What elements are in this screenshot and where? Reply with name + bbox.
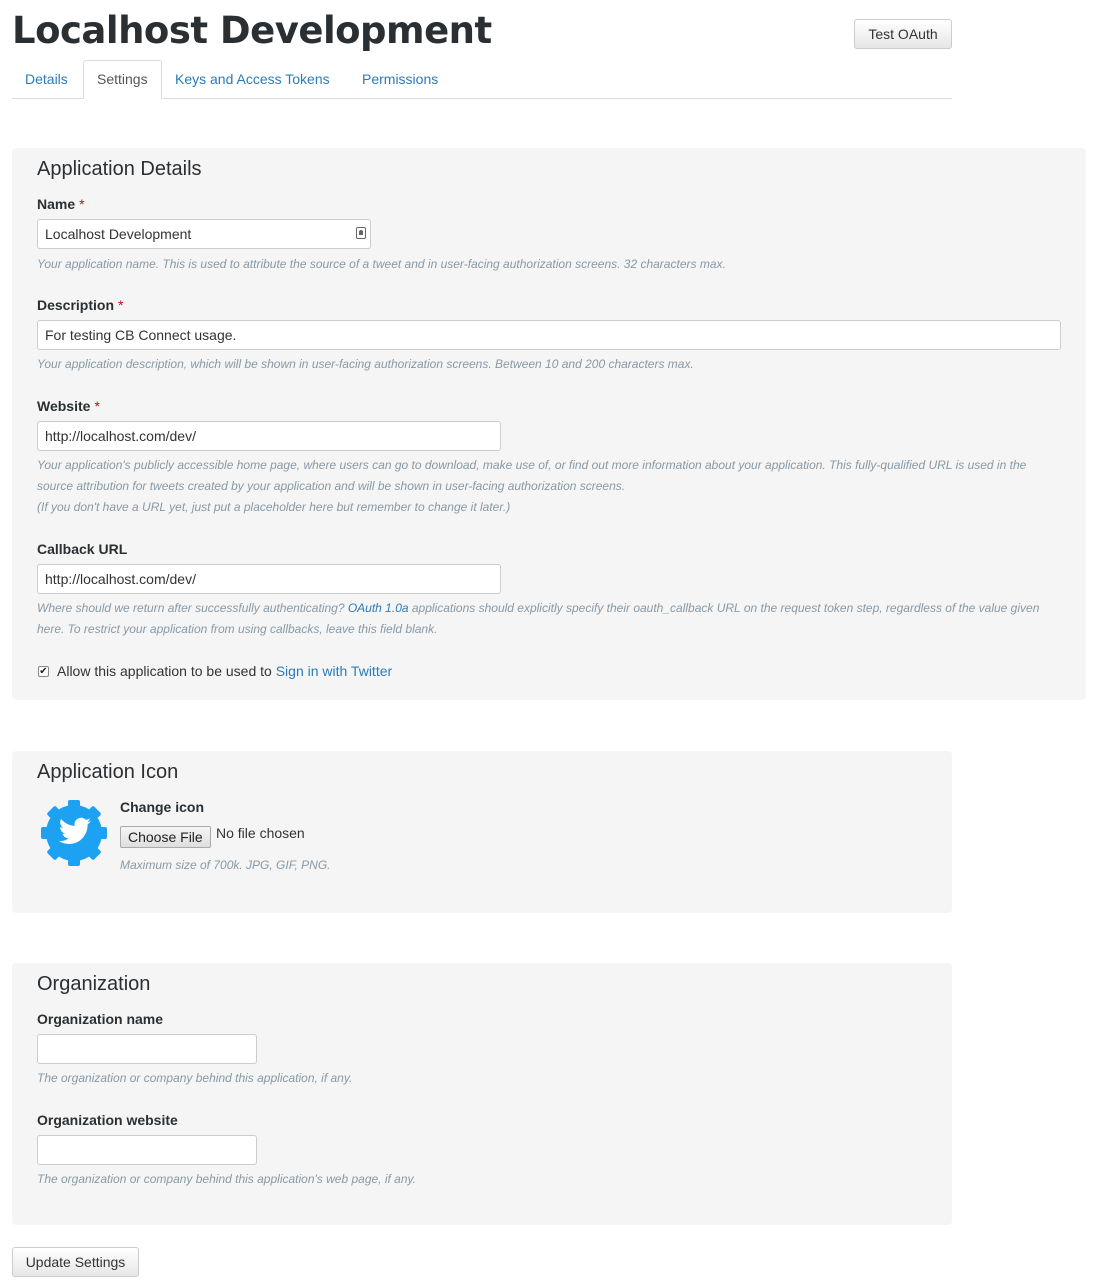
organization-heading: Organization <box>37 973 151 995</box>
organization-name-input[interactable] <box>37 1034 257 1064</box>
website-help-line3: (If you don't have a URL yet, just put a placeholder here but remember to change it later.) <box>37 500 511 514</box>
application-details-heading: Application Details <box>37 158 202 180</box>
required-marker: * <box>118 297 124 313</box>
name-help: Your application name. This is used to attribute the source of a tweet and in user-facing authorization screens. 32 characters max. <box>37 257 726 271</box>
description-help: Your application description, which will be shown in user-facing authorization screens. Between 10 and 200 characters max. <box>37 357 694 371</box>
sign-in-with-twitter-label: Allow this application to be used to Sign in with Twitter <box>57 663 393 679</box>
organization-name-label: Organization name <box>37 1011 164 1027</box>
sign-in-with-twitter-link[interactable]: Sign in with Twitter <box>275 663 393 679</box>
test-oauth-button[interactable]: Test OAuth <box>854 19 952 49</box>
twitter-gear-icon <box>39 798 109 868</box>
oauth-link[interactable]: OAuth 1.0a <box>347 601 409 615</box>
contact-card-icon <box>356 227 366 239</box>
tab-permissions[interactable]: Permissions <box>362 71 439 87</box>
description-input[interactable]: For testing CB Connect usage. <box>37 320 1061 350</box>
website-input[interactable]: http://localhost.com/dev/ <box>37 421 501 451</box>
name-label: Name * <box>37 196 85 212</box>
organization-panel <box>12 963 952 1225</box>
organization-website-input[interactable] <box>37 1135 257 1165</box>
tab-keys-and-access-tokens[interactable]: Keys and Access Tokens <box>175 71 330 87</box>
website-help-line1: Your application's publicly accessible home page, where users can go to download, make use of, or find out more information about your application. This fully-qualified URL is used in the <box>37 458 1027 472</box>
website-help-line2: source attribution for tweets created by your application and will be shown in user-facing authorization screens. <box>37 479 626 493</box>
callback-help-line1: Where should we return after successfully authenticating? OAuth 1.0a applications should explicitly specify their oauth_callback URL on the request token step, regardless of the value given <box>37 601 1040 615</box>
update-settings-button[interactable]: Update Settings <box>12 1247 139 1277</box>
application-icon-heading: Application Icon <box>37 761 179 783</box>
tab-settings[interactable]: Settings <box>83 60 162 99</box>
page-title: Localhost Development <box>12 9 492 52</box>
website-label: Website * <box>37 398 100 414</box>
name-input[interactable] <box>37 219 371 249</box>
tab-bar <box>12 60 952 99</box>
description-label: Description * <box>37 297 124 313</box>
organization-website-label: Organization website <box>37 1112 178 1128</box>
choose-file-button[interactable]: Choose File <box>120 826 211 848</box>
no-file-chosen-text: No file chosen <box>216 825 305 841</box>
required-marker: * <box>79 196 85 212</box>
application-icon-panel <box>12 751 952 913</box>
icon-size-help: Maximum size of 700k. JPG, GIF, PNG. <box>120 858 331 872</box>
callback-url-input[interactable]: http://localhost.com/dev/ <box>37 564 501 594</box>
name-input-value: Localhost Development <box>45 226 192 242</box>
organization-name-help: The organization or company behind this application, if any. <box>37 1071 353 1085</box>
tab-details[interactable]: Details <box>25 71 68 87</box>
required-marker: * <box>94 398 100 414</box>
callback-url-label: Callback URL <box>37 541 128 557</box>
organization-website-help: The organization or company behind this application's web page, if any. <box>37 1172 416 1186</box>
callback-help-line2: here. To restrict your application from using callbacks, leave this field blank. <box>37 622 438 636</box>
sign-in-with-twitter-checkbox[interactable]: ✔ <box>39 666 48 677</box>
change-icon-label: Change icon <box>120 799 205 815</box>
application-details-panel <box>12 148 1086 700</box>
